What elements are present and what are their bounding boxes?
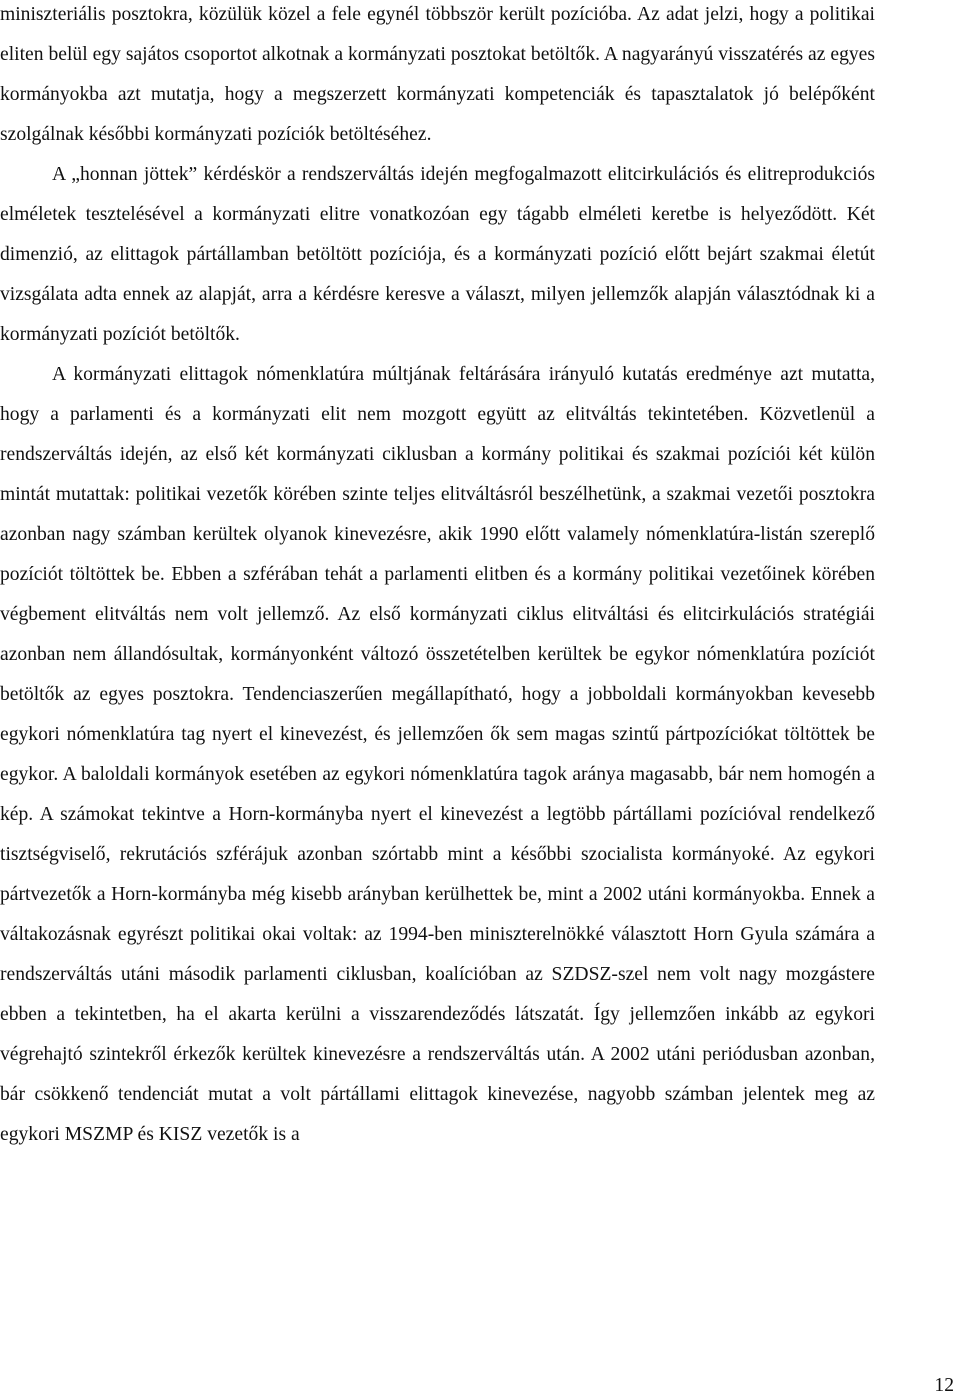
paragraph-origin-question: A „honnan jöttek” kérdéskör a rendszerváltás idején megfogalmazott elitcirkulációs és elitreprodukciós elméletek tesztelésével a kormányzati elitre vonatkozóan egy tágabb elméleti keretbe is helyeződött. Két dimenzió, az elittagok pártállamban betöltött pozíciója, és a kormányzati pozíció előtt bejárt szakmai életút vizsgálata adta ennek az alapját, arra a kérdésre keresve a választ, milyen jellemzők alapján választódnak ki a kormányzati pozíciót betöltők. xyxy=(0,164,875,345)
paragraph-nomenklatura-research: A kormányzati elittagok nómenklatúra múltjának feltárására irányuló kutatás eredménye azt mutatta, hogy a parlamenti és a kormányzati elit nem mozgott együtt az elitváltás tekintetében. Közvetlenül a rendszerváltás idején, az első két kormányzati ciklusban a kormány politikai és szakmai pozíciói két külön mintát mutattak: politikai vezetők körében szinte teljes elitváltásról beszélhetünk, a szakmai vezetői posztokra azonban nagy számban kerültek olyanok kinevezésre, akik 1990 előtt valamely nómenklatúra-listán szereplő pozíciót töltöttek be. Ebben a szférában tehát a parlamenti elitben és a kormány politikai vezetőinek körében végbement elitváltás nem volt jellemző. Az első kormányzati ciklus elitváltási és elitcirkulációs stratégiái azonban nem állandósultak, kormányonként változó összetételben kerültek be egykor nómenklatúra pozíciót betöltők az egyes posztokra. Tendenciaszerűen megállapítható, hogy a jobboldali kormányokban kevesebb egykori nómenklatúra tag nyert el kinevezést, és jellemzően ők sem magas szintű pártpozíciókat töltöttek be egykor. A baloldali kormányok esetében az egykori nómenklatúra tagok aránya magasabb, bár nem homogén a kép. A számokat tekintve a Horn-kormányba nyert el kinevezést a legtöbb pártállami pozícióval rendelkező tisztségviselő, rekrutációs szférájuk azonban szórtabb mint a későbbi szocialista kormányoké. Az egykori pártvezetők a Horn-kormányba még kisebb arányban kerülhettek be, mint a 2002 utáni kormányokba. Ennek a váltakozásnak egyrészt politikai okai voltak: az 1994-ben miniszterelnökké választott Horn Gyula számára a rendszerváltás utáni második parlamenti ciklusban, koalícióban az SZDSZ-szel nem volt nagy mozgástere ebben a tekintetben, ha el akarta kerülni a visszarendeződés látszatát. Így jellemzően inkább az egykori végrehajtó szintekről érkezők kerültek kinevezésre a rendszerváltás után. A 2002 utáni periódusban azonban, bár csökkenő tendenciát mutat a volt pártállami elittagok kinevezése, nagyobb számban jelentek meg az egykori MSZMP és KISZ vezetők is a xyxy=(0,364,875,1145)
paragraph-continuation: miniszteriális posztokra, közülük közel a fele egynél többször került pozícióba. Az adat jelzi, hogy a politikai eliten belül egy sajátos csoportot alkotnak a kormányzati posztokat betöltők. A nagyarányú visszatérés az egyes kormányokba azt mutatja, hogy a megszerzett kormányzati kompetenciák és tapasztalatok jó belépőként szolgálnak későbbi kormányzati pozíciók betöltéséhez. xyxy=(0,4,875,145)
page-number: 12 xyxy=(934,1375,954,1396)
